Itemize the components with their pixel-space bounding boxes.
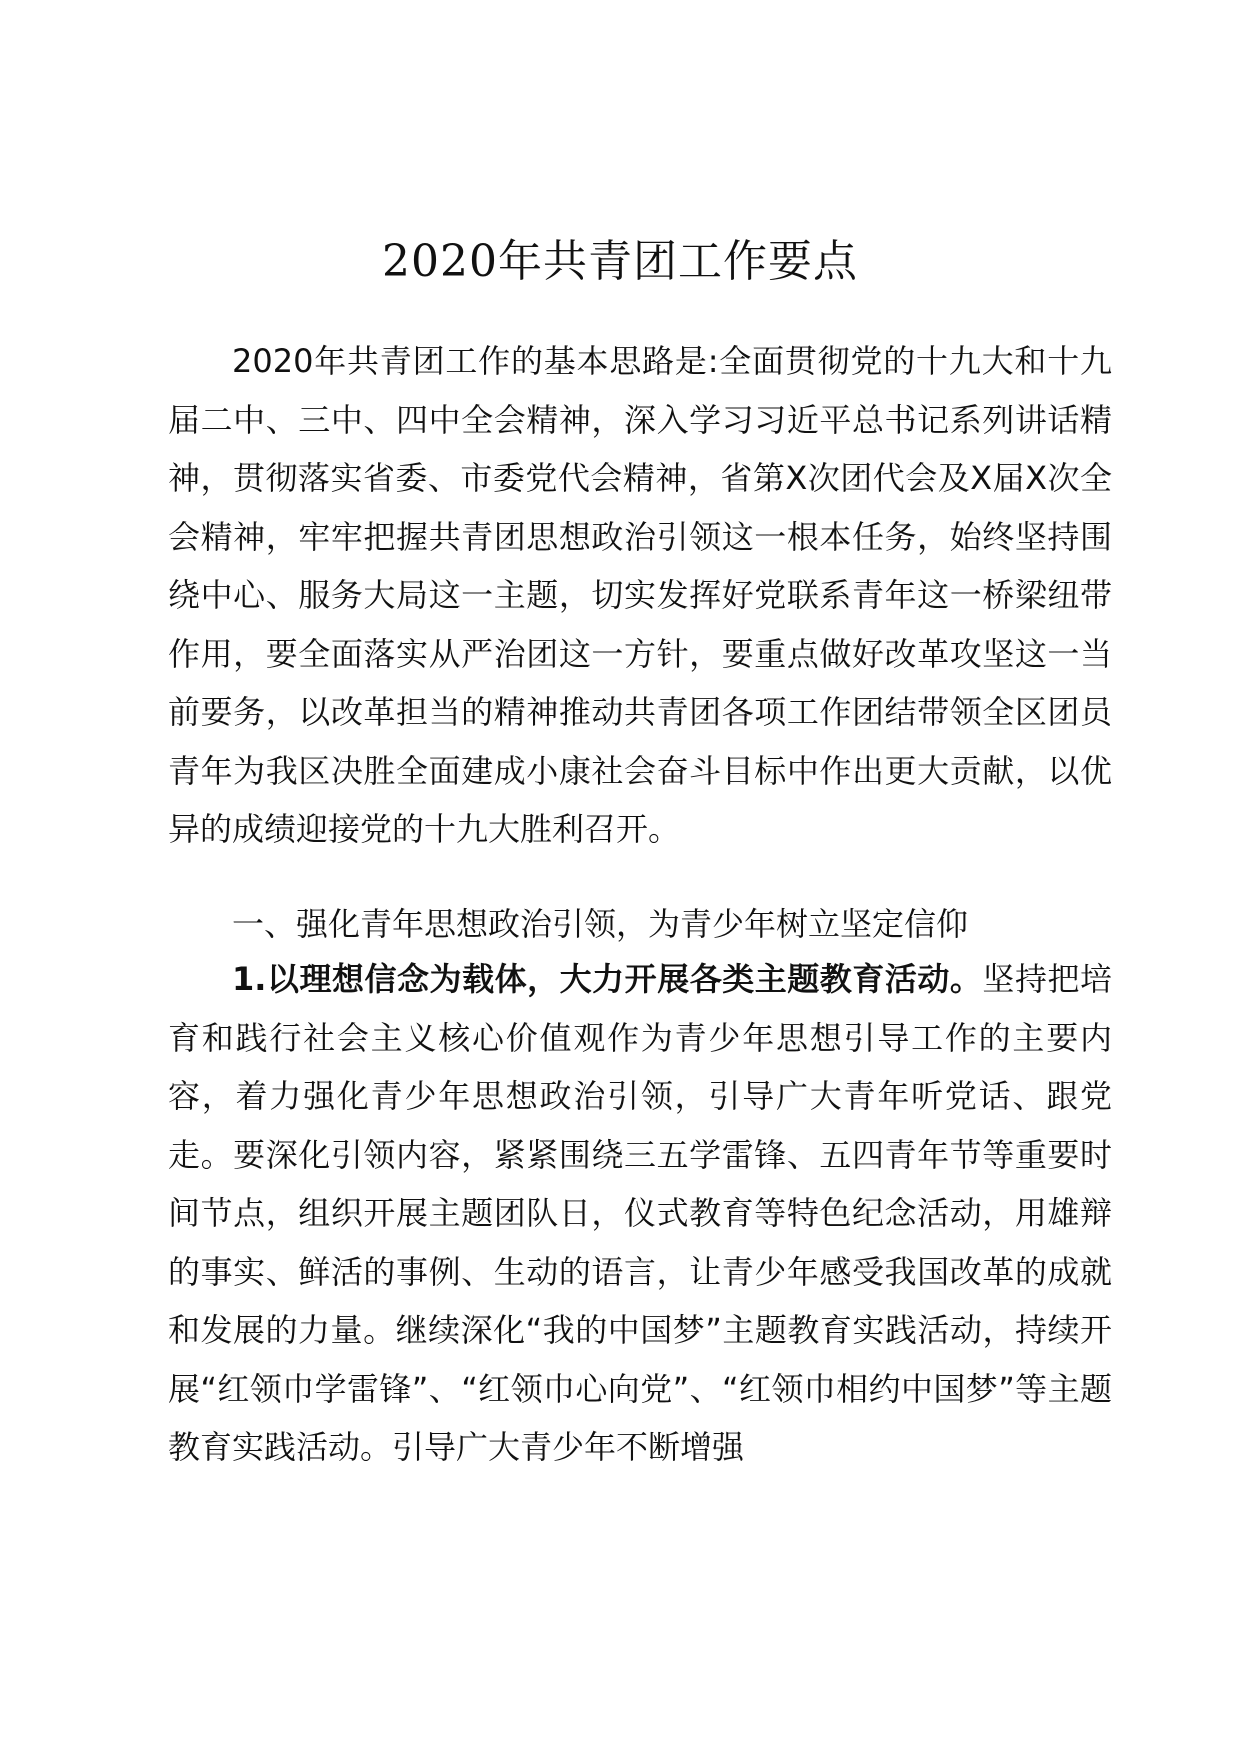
section-item-paragraph (168, 950, 1112, 1477)
item-body-text: 坚持把培育和践行社会主义核心价值观作为青少年思想引导工作的主要内容，着力强化青少年思想政治引领，引导广大青年听党话、跟党走。要深化引领内容，紧紧围绕三五学雷锋、五四青年节等重要时间节点，组织开展主题团队日，仪式教育等特色纪念活动，用雄辩的事实、鲜活的事例、生动的语言，让青少年感受我国改革的成就和发展的力量。继续深化“我的中国梦”主题教育实践活动，持续开展“红领巾学雷锋”、“红领巾心向党”、“红领巾相约中国梦”等主题教育实践活动。引导广大青少年不断增强 (168, 960, 1112, 1466)
intro-paragraph: 2020年共青团工作的基本思路是:全面贯彻党的十九大和十九届二中、三中、四中全会精神，深入学习习近平总书记系列讲话精神，贯彻落实省委、市委党代会精神，省第X次团代会及X届X次全会精神，牢牢把握共青团思想政治引领这一根本任务，始终坚持围绕中心、服务大局这一主题，切实发挥好党联系青年这一桥梁纽带作用，要全面落实从严治团这一方针，要重点做好改革攻坚这一当前要务，以改革担当的精神推动共青团各项工作团结带领全区团员青年为我区决胜全面建成小康社会奋斗目标中作出更大贡献，以优异的成绩迎接党的十九大胜利召开。 (168, 342, 1112, 848)
item-lead-text: 1.以理想信念为载体，大力开展各类主题教育活动。 (232, 960, 983, 998)
section-heading: 一、强化青年思想政治引领，为青少年树立坚定信仰 (232, 905, 969, 943)
document-title: 2020年共青团工作要点 (382, 236, 858, 287)
